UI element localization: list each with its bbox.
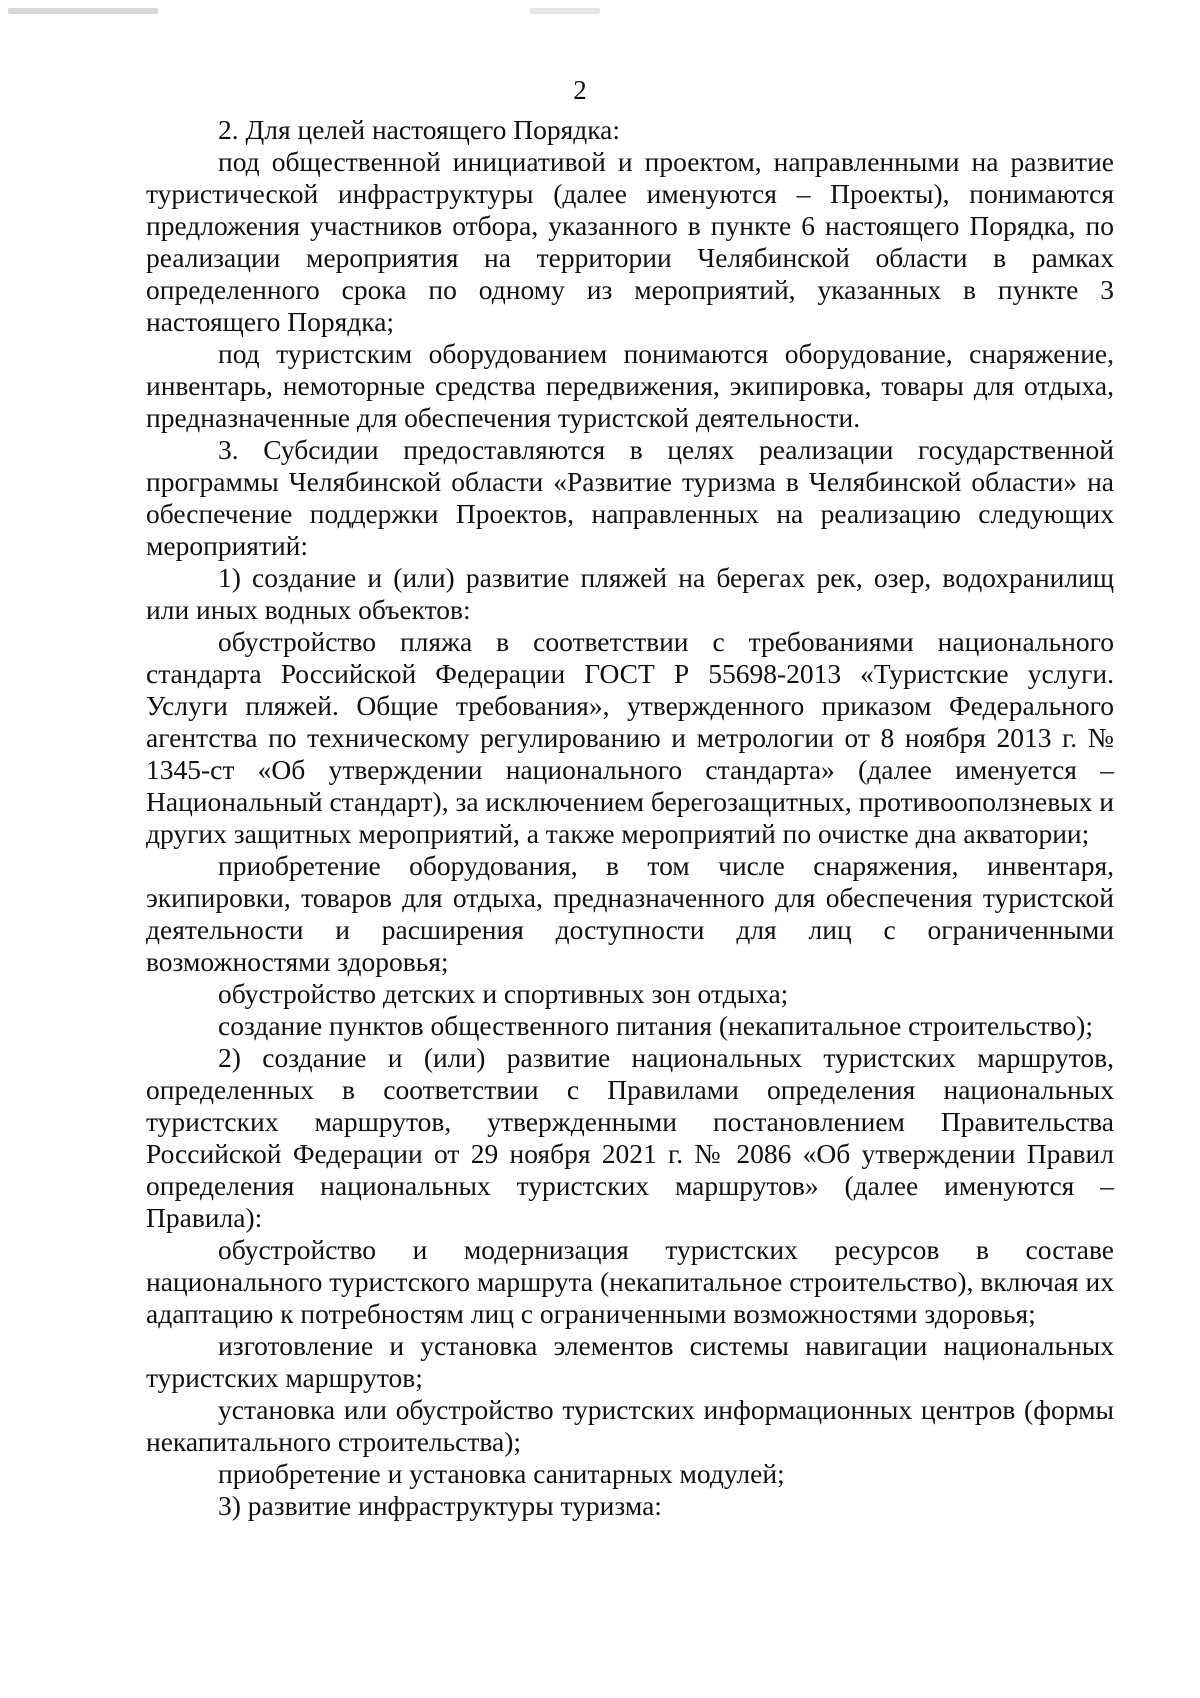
scan-artifact bbox=[530, 8, 600, 14]
scan-artifact bbox=[8, 8, 158, 14]
paragraph: под общественной инициативой и проектом, направленными на развитие туристической инфраструктуры (далее именуются – Проекты), понимаются предложения участников отбора, указанного в пункте 6 настоящего Порядка, по реализации мероприятия на территории Челябинской области в рамках определенного срока по одному из мероприятий, указанных в пункте 3 настоящего Порядка; bbox=[146, 146, 1114, 337]
paragraph: обустройство пляжа в соответствии с требованиями национального стандарта Российской Федерации ГОСТ Р 55698-2013 «Туристские услуги. Услуги пляжей. Общие требования», утвержденного приказом Федерального агентства по техническому регулированию и метрологии от 8 ноября 2013 г. № 1345-ст «Об утверждении национального стандарта» (далее именуется – Национальный стандарт), за исключением берегозащитных, противооползневых и других защитных мероприятий, а также мероприятий по очистке дна акватории; bbox=[146, 626, 1114, 849]
paragraph: обустройство и модернизация туристских ресурсов в составе национального туристского маршрута (некапитальное строительство), включая их адаптацию к потребностям лиц с ограниченными возможностями здоровья; bbox=[146, 1234, 1114, 1329]
paragraph: 3) развитие инфраструктуры туризма: bbox=[218, 1490, 662, 1521]
paragraph: 1) создание и (или) развитие пляжей на берегах рек, озер, водохранилищ или иных водных объектов: bbox=[146, 562, 1114, 625]
document-body bbox=[146, 114, 1114, 1522]
paragraph: 2) создание и (или) развитие национальных туристских маршрутов, определенных в соответствии с Правилами определения национальных туристских маршрутов, утвержденными постановлением Правительства Российской Федерации от 29 ноября 2021 г. № 2086 «Об утверждении Правил определения национальных туристских маршрутов» (далее именуются – Правила): bbox=[146, 1042, 1114, 1233]
paragraph: создание пунктов общественного питания (некапитальное строительство); bbox=[218, 1010, 1093, 1041]
paragraph: 3. Субсидии предоставляются в целях реализации государственной программы Челябинской области «Развитие туризма в Челябинской области» на обеспечение поддержки Проектов, направленных на реализацию следующих мероприятий: bbox=[146, 434, 1114, 561]
paragraph: обустройство детских и спортивных зон отдыха; bbox=[218, 978, 789, 1009]
paragraph: под туристским оборудованием понимаются оборудование, снаряжение, инвентарь, немоторные средства передвижения, экипировка, товары для отдыха, предназначенные для обеспечения туристской деятельности. bbox=[146, 338, 1114, 433]
paragraph: установка или обустройство туристских информационных центров (формы некапитального строительства); bbox=[146, 1394, 1114, 1457]
paragraph: приобретение оборудования, в том числе снаряжения, инвентаря, экипировки, товаров для отдыха, предназначенного для обеспечения туристской деятельности и расширения доступности для лиц с ограниченными возможностями здоровья; bbox=[146, 850, 1114, 977]
paragraph: изготовление и установка элементов системы навигации национальных туристских маршрутов; bbox=[146, 1330, 1114, 1393]
paragraph: приобретение и установка санитарных модулей; bbox=[218, 1458, 785, 1489]
paragraph: 2. Для целей настоящего Порядка: bbox=[218, 114, 620, 145]
page-number: 2 bbox=[573, 75, 587, 105]
